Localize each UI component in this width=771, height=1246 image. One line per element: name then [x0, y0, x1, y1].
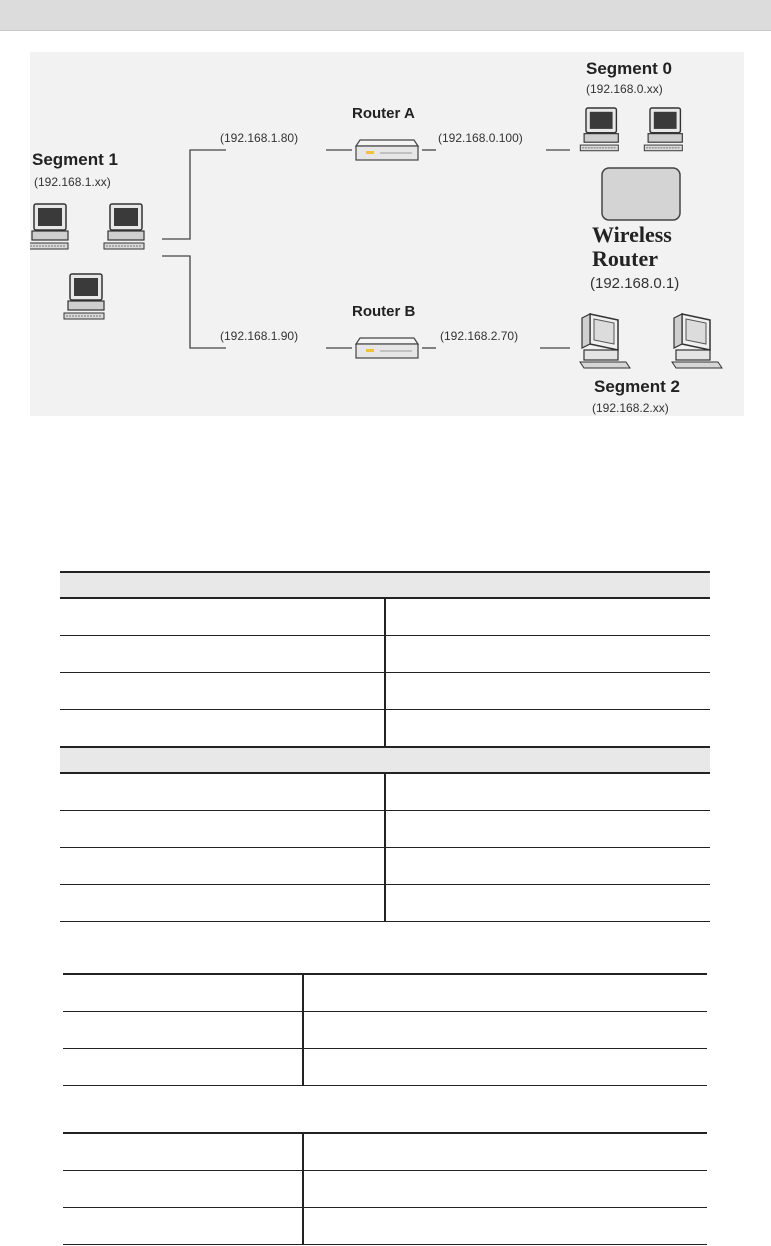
computer-icon — [644, 108, 682, 151]
computer-icon — [30, 204, 68, 249]
segment-2-subnet: (192.168.2.xx) — [592, 401, 669, 415]
computer-icon — [672, 314, 722, 368]
table-row — [63, 1133, 707, 1171]
table-row — [60, 848, 710, 885]
table-row — [63, 1049, 707, 1086]
router-b-icon — [356, 338, 418, 358]
table-cell-value — [303, 1049, 707, 1086]
table-cell-value — [385, 710, 710, 748]
table-cell-label — [63, 1133, 303, 1171]
table-cell-label — [60, 885, 385, 922]
table-row — [60, 636, 710, 673]
table-cell-label — [60, 636, 385, 673]
table-cell-label — [60, 710, 385, 748]
table-row — [63, 1171, 707, 1208]
top-header-bar — [0, 0, 771, 31]
computer-icon — [104, 204, 144, 249]
table-cell-value — [303, 1012, 707, 1049]
computer-icon — [580, 314, 630, 368]
router-a-icon — [356, 140, 418, 160]
table-cell-value — [303, 1171, 707, 1208]
router-a-right-ip: (192.168.0.100) — [438, 131, 523, 145]
table-cell-value — [385, 811, 710, 848]
table-cell-label — [63, 1171, 303, 1208]
wireless-router-line2: Router — [592, 246, 658, 271]
table-row — [60, 598, 710, 636]
table-row — [60, 811, 710, 848]
router-a-left-ip: (192.168.1.80) — [220, 131, 299, 145]
table-cell-value — [385, 673, 710, 710]
table-row — [60, 773, 710, 811]
segment-1-title: Segment 1 — [32, 150, 118, 169]
table-cell-label — [63, 1012, 303, 1049]
table-row — [63, 1012, 707, 1049]
table-row — [60, 710, 710, 748]
table-cell-value — [303, 1208, 707, 1245]
table-cell-label — [60, 673, 385, 710]
table-cell-value — [303, 1133, 707, 1171]
table-cell-label — [60, 811, 385, 848]
table-row — [63, 1208, 707, 1245]
table-section-header — [60, 747, 710, 773]
router-a-title: Router A — [352, 105, 415, 122]
table-cell-label — [60, 848, 385, 885]
table-cell-label — [60, 773, 385, 811]
table-row — [60, 673, 710, 710]
table-section-header — [60, 572, 710, 598]
router-b-left-ip: (192.168.1.90) — [220, 329, 299, 343]
segment-0-title: Segment 0 — [586, 59, 672, 78]
table-cell-value — [385, 848, 710, 885]
routing-table-main — [60, 571, 710, 922]
segment-1-subnet: (192.168.1.xx) — [34, 175, 111, 189]
section-header-cell — [60, 572, 710, 598]
table-cell-label — [60, 598, 385, 636]
table-row — [60, 885, 710, 922]
table-cell-value — [385, 636, 710, 673]
segment-0-subnet: (192.168.0.xx) — [586, 82, 663, 96]
routing-table-b — [63, 973, 707, 1086]
computer-icon — [64, 274, 104, 319]
wireless-router-line1: Wireless — [592, 222, 672, 247]
table-cell-value — [385, 598, 710, 636]
routing-table-c — [63, 1132, 707, 1245]
computer-icon — [580, 108, 618, 151]
wireless-router-ip: (192.168.0.1) — [590, 275, 680, 292]
network-diagram — [30, 52, 744, 416]
wireless-router-icon — [602, 168, 680, 220]
section-header-cell — [60, 747, 710, 773]
table-cell-label — [63, 1049, 303, 1086]
table-cell-value — [303, 974, 707, 1012]
table-cell-label — [63, 1208, 303, 1245]
table-row — [63, 974, 707, 1012]
router-b-title: Router B — [352, 303, 416, 320]
segment-2-title: Segment 2 — [594, 377, 680, 396]
table-cell-label — [63, 974, 303, 1012]
table-cell-value — [385, 885, 710, 922]
router-b-right-ip: (192.168.2.70) — [440, 329, 519, 343]
table-cell-value — [385, 773, 710, 811]
